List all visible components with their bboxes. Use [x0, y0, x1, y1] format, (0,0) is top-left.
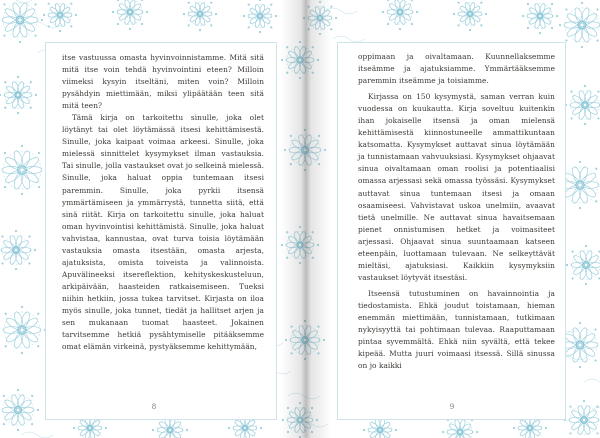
left-page-text-frame: [45, 42, 277, 420]
right-paragraph-2: Kirjassa on 150 kysymystä, saman verran kuin vuodessa on kuukautta. Kirja soveltuu kuitenkin ihan jokaiselle itsensä ja oman mielensä kehittämisestä kiinnostuneelle ammattikuntaan katsomatta. Kysymykset auttavat sinua löytämään ja tunnistamaan vahvuuksiasi. Kysymykset ohjaavat sinua oivaltamaan oman roolisi ja potentiaalisi omassa arjessasi sekä omassa työssäsi. Kysymykset auttavat sinua tuntemaan itsesi ja omaan osaamiseesi. Vahvistavat uskoa unelmiin, avaavat tietä unelmille. Ne auttavat sinua havaitsemaan pienet onnistumisen hetket ja voimasiteet arjessasi. Ohjaavat sinua suuntaamaan katseen eteenpäin, luottamaan tulevaan. Ne selkeyttävät mieltäsi, ajatuksiasi. Kaikkiin kysymyksiin vastaukset löytyvät itsestäsi.: [358, 92, 555, 282]
left-paragraph-1: itse vastuussa omasta hyvinvoinnistamme. Mitä sitä mitä itse voin tehdä hyvinvointini eteen? Milloin viimeksi kysyin itseltäni, miten voin? Milloin pysähdyin miettimään, miksi ylipäätään teen sitä mitä teen?: [62, 53, 264, 111]
right-page-number: 9: [449, 403, 455, 411]
left-paragraph-2: Tämä kirja on tarkoitettu sinulle, joka olet löytänyt tai olet löytämässä itsesi kehittämisestä. Sinulle, joka kaipaat voimaa arkeesi. Sinulle, joka mielessä sinnittelet kysymykset ilman vastauksia. Tai sinulle, jolla vastaukset ovat jo selkeinä mielessä. Sinulle, joka haluat oppia tuntemaan itsesi paremmin. Sinulle, joka pyrkii itsensä ymmärtämiseen ja ymmärrystä, tunnetta siitä, että sinä riität. Kirja on tarkoitettu sinulle, joka haluat oman hyvinvointisi kehittämistä. Sinulle, joka haluat vahvistaa, kannustaa, ovat turva toisia löytämään vastauksia omasta itsestään, omasta arjesta, ajatuksista, omista toiveista ja valinnoista. Apuvälineeksi itsereflektion, kehityskeskusteluun, arkipäivään, haasteiden ratkaisemiseen. Tueksi niihin hetkiin, jossa tukea tarvitset. Kirjasta on iloa myös sinulle, joka tunnet, tiedät ja hallitset arjen ja sen mukanaan tuomat haasteet. Jokainen tarvitsemme hetkiä pysähtymiselle pitääksemme omat elämän virkeinä, pystyäksemme kehittymään,: [62, 113, 264, 352]
left-page-number: 8: [151, 403, 157, 411]
book-gutter-shadow: [281, 0, 331, 438]
right-paragraph-1: oppimaan ja oivaltamaan. Kuunnellaksemme itseämme ja ajatuksiamme. Ymmärtääksemme paremmin itseämme ja toisiamme.: [358, 52, 555, 86]
right-page-text-frame: [337, 42, 566, 420]
right-paragraph-3: Itseensä tutustuminen on havainnointia ja tiedostamista. Ehkä joudut toistamaan, hieman enemmän miettimään, tunnistamaan, tutkimaan nykyisyyttä tai pohtimaan tulevaa. Raaputtamaan pintaa syvemmältä. Ehkä niin syvältä, että tekee kipeää. Mutta juuri voimaasi itsessä. Sillä sinussa on jo kaikki: [358, 288, 555, 371]
